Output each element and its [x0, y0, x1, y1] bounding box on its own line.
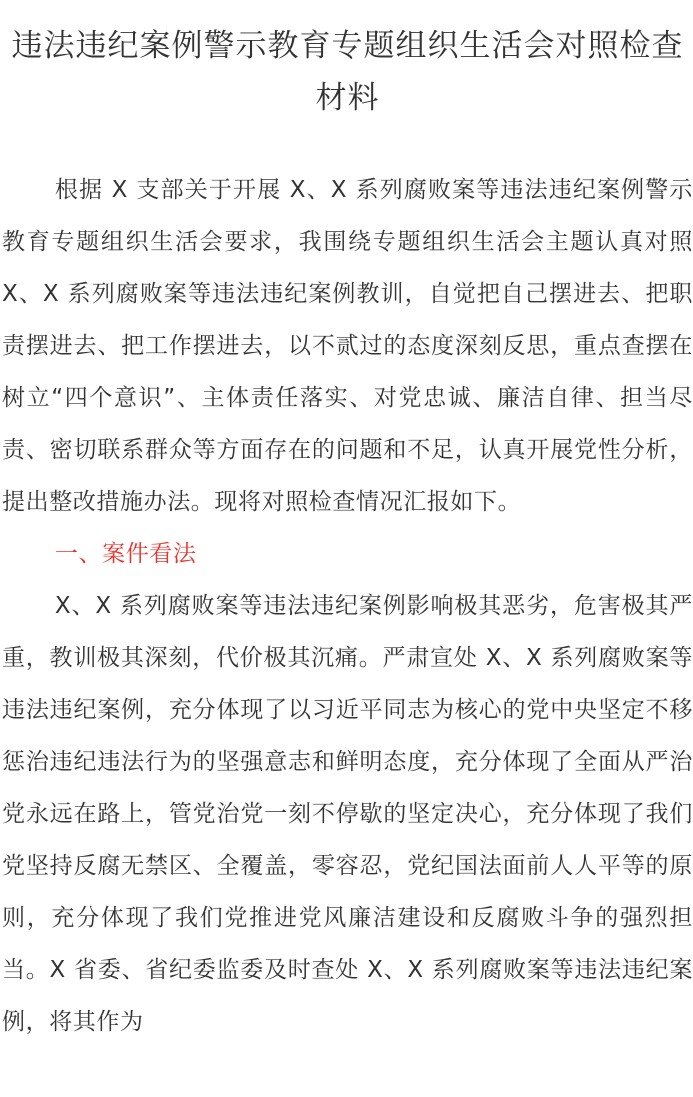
section-paragraph: X、X 系列腐败案等违法违纪案例影响极其恶劣，危害极其严重，教训极其深刻，代价极其沉痛。严肃宣处 X、X 系列腐败案等违法违纪案例，充分体现了以习近平同志为核心的党中央坚定不移惩治违纪违法行为的坚强意志和鲜明态度，充分体现了全面从严治党永远在路上，管党治党一刻不停歇的坚定决心，充分体现了我们党坚持反腐无禁区、全覆盖，零容忍，党纪国法面前人人平等的原则，充分体现了我们党推进党风廉洁建设和反腐败斗争的强烈担当。X 省委、省纪委监委及时查处 X、X 系列腐败案等违法违纪案例，将其作为: [2, 593, 693, 1035]
document-title: 违法违纪案例警示教育专题组织生活会对照检查材料: [11, 28, 684, 116]
intro-paragraph: 根据 X 支部关于开展 X、X 系列腐败案等违法违纪案例警示教育专题组织生活会要求，我围绕专题组织生活会主题认真对照 X、X 系列腐败案等违法违纪案例教训，自觉把自己摆进去、把职责摆进去、把工作摆进去，以不贰过的态度深刻反思，重点查摆在树立“四个意识”、主体责任落实、对党忠诚、廉洁自律、担当尽责、密切联系群众等方面存在的问题和不足，认真开展党性分析，提出整改措施办法。现将对照检查情况汇报如下。: [2, 177, 693, 515]
section-heading-case-view: 一、案件看法: [54, 541, 197, 567]
